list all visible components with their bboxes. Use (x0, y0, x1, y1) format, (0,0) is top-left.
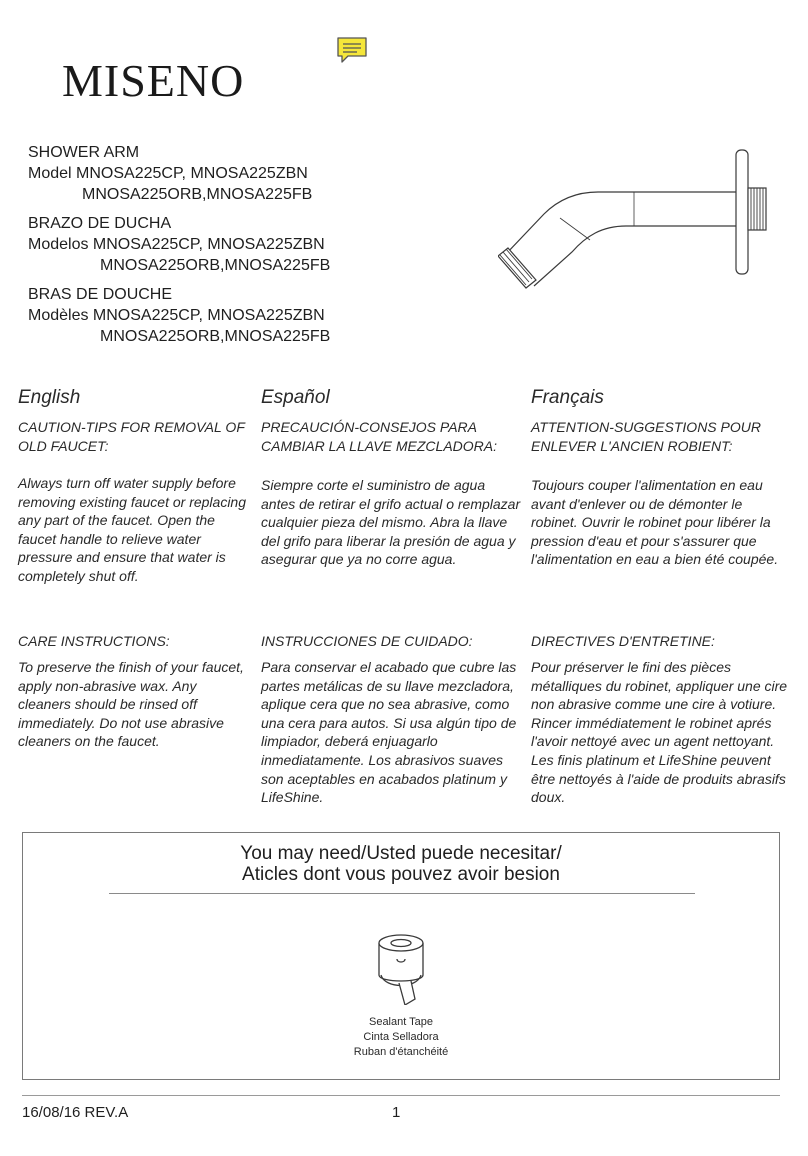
model-line-2: MNOSA225ORB,MNOSA225FB (100, 257, 331, 274)
shower-arm-illustration (498, 142, 768, 292)
care-text: Para conservar el acabado que cubre las partes metálicas de su llave mezcladora, aplique cera que no sea abrasive, como una cera para autos. Si usa algún tipo de limpiador, deberá enjuagarlo inmediatamente. Los abrasivos suaves son aceptables en acabados platinum y LifeShine. (261, 659, 517, 806)
product-titles (28, 142, 448, 355)
item-label-spanish: Cinta Selladora (363, 1031, 439, 1043)
model-line: Modelos MNOSA225CP, MNOSA225ZBN (28, 236, 325, 253)
care-heading: DIRECTIVES D'ENTRETINE: (531, 633, 715, 649)
language-heading: English (18, 387, 81, 408)
model-line: Modèles MNOSA225CP, MNOSA225ZBN (28, 307, 325, 324)
product-title: BRAS DE DOUCHE (28, 286, 173, 303)
care-text: Pour préserver le fini des pièces métalliques du robinet, appliquer une cire non abrasive comme une cire à votiure. Rincer immédiatement le robinet aprés l'avoir nettoyé avec un agent nettoyant. Les finis platinum et LifeShine peuvent être nettoyés à l'aide de produits abrasifs doux. (531, 659, 788, 806)
product-title: SHOWER ARM (28, 144, 140, 161)
caution-text: Always turn off water supply before removing existing faucet or replacing any part of the faucet. Open the faucet handle to relieve water pressure and ensure that water is completely shut off. (18, 475, 247, 584)
brand-logo: MISENO (62, 55, 245, 106)
caution-heading: CAUTION-TIPS FOR REMOVAL OF OLD FAUCET: (18, 419, 245, 454)
caution-heading: ATTENTION-SUGGESTIONS POUR ENLEVER L'ANCIEN ROBIENT: (531, 419, 761, 454)
column-english (18, 384, 248, 751)
instructions-columns (18, 384, 788, 824)
care-heading: CARE INSTRUCTIONS: (18, 633, 170, 649)
item-label-french: Ruban d'étanchéité (353, 1046, 449, 1058)
column-spanish (261, 384, 523, 807)
tools-title-line-1: You may need/Usted puede necesitar/ (240, 843, 562, 864)
title-block-english (28, 142, 448, 205)
tools-needed-title (23, 843, 779, 885)
title-block-french (28, 284, 448, 347)
footer-divider (22, 1095, 780, 1096)
caution-heading: PRECAUCIÓN-CONSEJOS PARA CAMBIAR LA LLAVE MEZCLADORA: (261, 419, 497, 454)
language-heading: Français (531, 387, 604, 408)
tools-title-line-2: Aticles dont vous pouvez avoir besion (242, 864, 560, 885)
comment-note-icon[interactable] (336, 36, 368, 64)
caution-text: Toujours couper l'alimentation en eau avant d'enlever ou de démonter le robinet. Ouvrir le robinet pour libérer la pression d'eau et pour s'assurer que l'alimentation en eau a bien été coupée. (531, 477, 779, 568)
care-heading: INSTRUCCIONES DE CUIDADO: (261, 633, 473, 649)
tools-needed-box (22, 832, 780, 1080)
title-block-spanish (28, 213, 448, 276)
care-text: To preserve the finish of your faucet, apply non-abrasive wax. Any cleaners should be rinsed off immediately. Do not use abrasive cleaners on the faucet. (18, 659, 244, 750)
sealant-tape-icon (371, 929, 431, 1005)
model-line-2: MNOSA225ORB,MNOSA225FB (100, 328, 331, 345)
model-line: Model MNOSA225CP, MNOSA225ZBN (28, 165, 308, 182)
caution-text: Siempre corte el suministro de agua antes de retirar el grifo actual o remplazar cualquier pieza del mismo. Abra la llave del grifo para liberar la presión de agua y asegurar que ya no corre agua. (261, 477, 521, 568)
page-number: 1 (392, 1104, 401, 1121)
language-heading: Español (261, 387, 330, 408)
item-label-english: Sealant Tape (368, 1016, 434, 1028)
model-line-2: MNOSA225ORB,MNOSA225FB (82, 186, 313, 203)
column-french (531, 384, 791, 807)
divider (109, 893, 695, 894)
tools-item-label (23, 1015, 779, 1060)
revision-date: 16/08/16 REV.A (22, 1104, 129, 1121)
product-title: BRAZO DE DUCHA (28, 215, 172, 232)
